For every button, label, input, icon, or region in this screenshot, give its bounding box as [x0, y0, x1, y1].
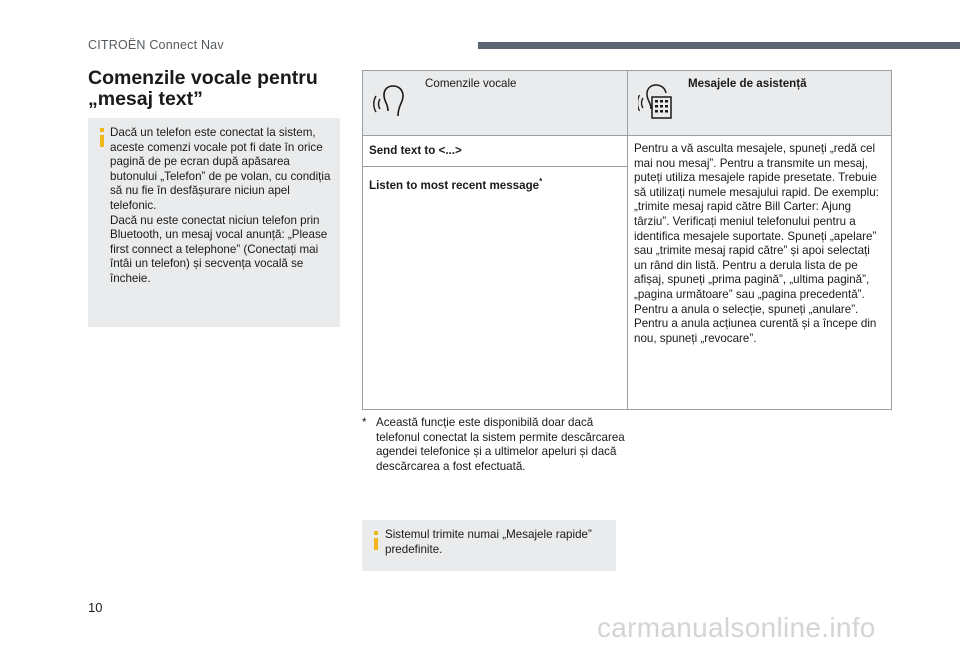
info-marker-icon: [374, 531, 378, 550]
header-bar: [478, 42, 960, 49]
info-box-quick-messages: [362, 520, 616, 571]
footnote-ref: *: [539, 177, 543, 186]
section-title-line1: Comenzile vocale pentru: [88, 67, 318, 89]
info-box-phone: [88, 118, 340, 327]
watermark: carmanualsonline.info: [597, 612, 876, 643]
info-text: Sistemul trimite numai „Mesajele rapide” predefinite.: [385, 528, 592, 556]
table-header-assistance: [628, 71, 892, 136]
table-header-commands: [363, 71, 628, 136]
info-marker-icon: [100, 128, 104, 147]
section-title-line2: „mesaj text”: [88, 88, 203, 110]
command-send-text-label: Send text to <...>: [369, 144, 462, 157]
header-assistance-label: Mesajele de asistență: [688, 77, 807, 90]
assistance-response: [628, 136, 892, 410]
voice-commands-table: [362, 70, 892, 410]
header-commands-label: Comenzile vocale: [425, 77, 517, 90]
info-text: Dacă un telefon este conectat la sistem, aceste comenzi vocale pot fi date în orice pagină de pe ecran după apăsarea butonului „Telefon” de pe volan, cu condiția să nu fie în desfășurare niciun apel telefonic. Dacă nu este conectat niciun telefon prin Bluetooth, un mesaj vocal anunță: „Please first connect a telephone” (Conectați mai întâi un telefon) și secvența vocală se încheie.: [110, 126, 331, 285]
voice-command-icon: [373, 83, 407, 119]
assistance-response-text: Pentru a vă asculta mesajele, spuneți „redă cel mai nou mesaj”. Pentru a transmite un mesaj, puteți utiliza mesajele rapide presetate. Trebuie să utilizați numele mesajului rapid. De exemplu: „trimite mesaj rapid către Bill Carter: Ajung târziu”. Verificați meniul telefonului pentru a identifica mesajele suportate. Spuneți „apelare” sau „trimite mesaj rapid către” și apoi selectați un rând din listă. Pentru a derula lista de pe afișaj, spuneți „prima pagină”, „ultima pagină”, „pagina următoare” sau „pagina precedentă”. Pentru a anula o selecție, spuneți „anulare”. Pentru a anula acțiunea curentă și a începe din nou, spuneți „revocare”.: [634, 142, 879, 345]
footnote-mark: *: [362, 416, 367, 429]
page-number: 10: [88, 600, 103, 615]
section-title: [88, 68, 338, 110]
footnote-text: Această funcție este disponibilă doar dacă telefonul conectat la sistem permite descărcarea agendei telefonice și a ultimelor apeluri și dacă descărcarea a fost efectuată.: [376, 416, 625, 473]
header-title: CITROËN Connect Nav: [88, 38, 224, 52]
command-send-text: [363, 136, 628, 167]
command-listen-message: [363, 167, 628, 410]
assistance-message-icon: [638, 83, 672, 119]
command-listen-message-label: Listen to most recent message: [369, 178, 540, 192]
